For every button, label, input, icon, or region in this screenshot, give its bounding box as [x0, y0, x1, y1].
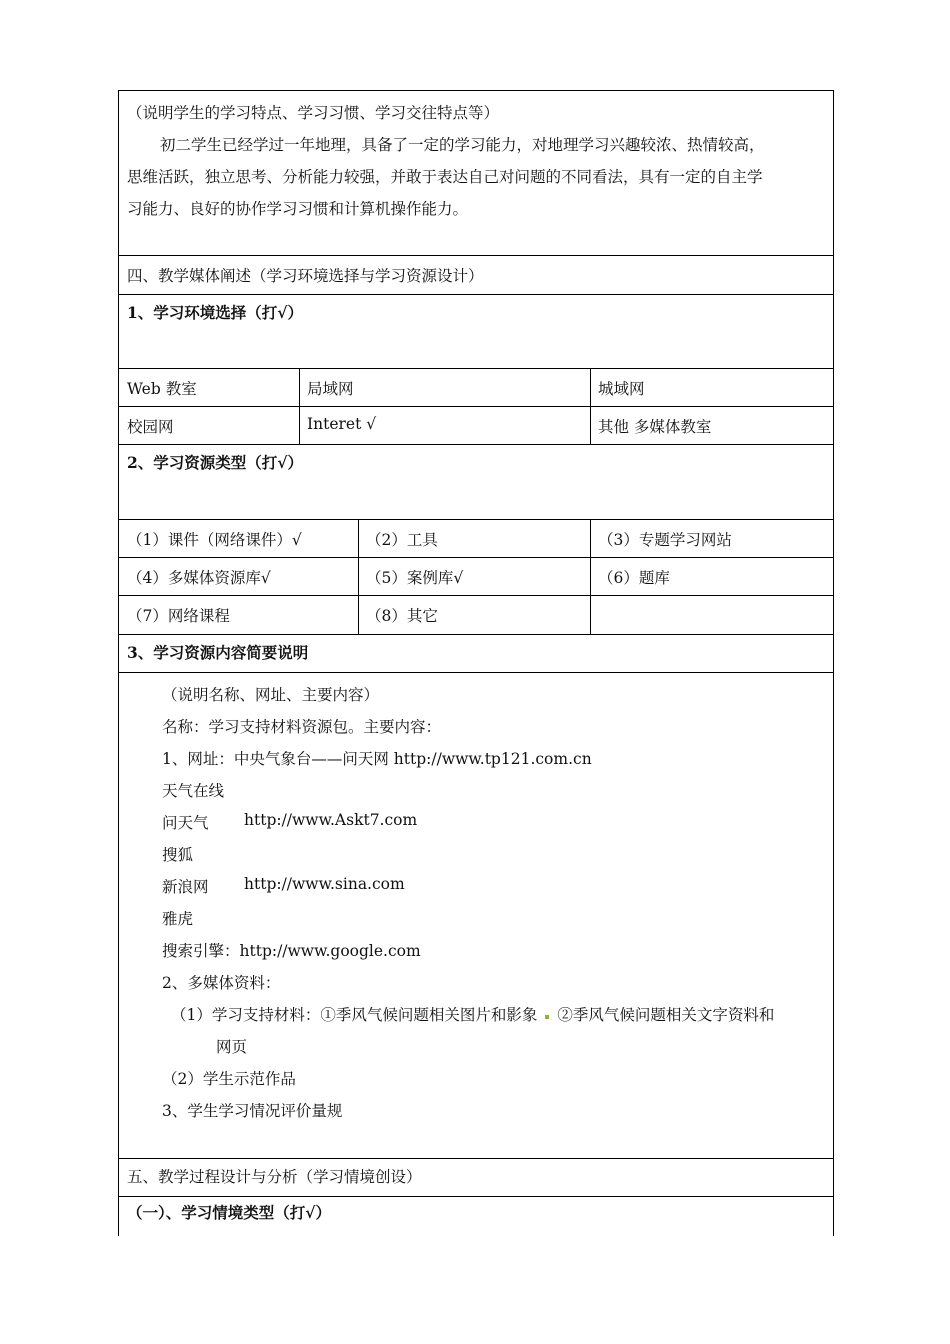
env-option-web-classroom: Web 教室: [127, 380, 197, 398]
resource-tools: （2）工具: [366, 531, 438, 549]
resource-desc-title: 3、学习资源内容简要说明: [127, 643, 309, 662]
resource-desc-student-works: （2）学生示范作品: [162, 1070, 296, 1088]
resource-desc-sohu: 搜狐: [162, 846, 194, 864]
resource-desc-body: [118, 672, 834, 1158]
resource-courseware: （1）课件（网络课件）√: [127, 531, 302, 549]
section-5-title: 五、教学过程设计与分析（学习情境创设）: [127, 1168, 422, 1186]
situation-type-title: （一）、学习情境类型（打√）: [127, 1203, 331, 1222]
student-analysis-hint: （说明学生的学习特点、学习习惯、学习交往特点等）: [127, 104, 500, 122]
env-selection-header: [118, 294, 834, 368]
resource-desc-weather-online: 天气在线: [162, 782, 225, 800]
env-option-man: 城域网: [598, 380, 645, 398]
resource-question-bank: （6）题库: [598, 569, 670, 587]
resource-other: （8）其它: [366, 607, 438, 625]
resource-desc-sina-label: 新浪网: [162, 878, 209, 896]
env-row-1: [118, 368, 834, 406]
student-analysis-section: [118, 90, 834, 255]
resource-desc-askweather-label: 问天气: [162, 814, 209, 832]
student-analysis-text-3: 习能力、良好的协作学习习惯和计算机操作能力。: [127, 200, 469, 218]
resource-online-course: （7）网络课程: [127, 607, 230, 625]
situation-type-section: [118, 1196, 834, 1236]
env-selection-title: 1、学习环境选择（打√）: [127, 303, 303, 322]
resource-desc-sina-url: http://www.sina.com: [244, 875, 405, 893]
resource-row-2: [118, 557, 834, 595]
student-analysis-text-2: 思维活跃，独立思考、分析能力较强，并敢于表达自己对问题的不同看法，具有一定的自主学: [127, 168, 763, 186]
resource-multimedia-library: （4）多媒体资源库√: [127, 569, 271, 587]
resource-desc-header: [118, 634, 834, 672]
resource-desc-url-1: 1、网址：中央气象台——问天网 http://www.tp121.com.cn: [162, 750, 592, 768]
student-analysis-text-1: 初二学生已经学过一年地理，具备了一定的学习能力，对地理学习兴趣较浓、热情较高，: [160, 136, 765, 154]
green-dot-icon: [545, 1015, 549, 1019]
env-option-other: 其他 多媒体教室: [598, 418, 712, 436]
resource-desc-evaluation: 3、学生学习情况评价量规: [162, 1102, 343, 1120]
env-option-internet: Interet √: [307, 415, 377, 433]
resource-type-title: 2、学习资源类型（打√）: [127, 453, 303, 472]
env-row-2: [118, 406, 834, 444]
resource-desc-support-material: [171, 1003, 774, 1025]
resource-desc-askweather-url: http://www.Askt7.com: [244, 811, 418, 829]
resource-desc-webpages: 网页: [216, 1038, 248, 1056]
section-4-header: [118, 255, 834, 294]
resource-desc-multimedia: 2、多媒体资料：: [162, 974, 281, 992]
resource-row-1: [118, 519, 834, 557]
section-4-title: 四、教学媒体阐述（学习环境选择与学习资源设计）: [127, 267, 484, 285]
resource-desc-support-material-b: ②季风气候问题相关文字资料和: [557, 1006, 775, 1024]
resource-desc-name: 名称：学习支持材料资源包。主要内容：: [162, 718, 442, 736]
resource-desc-support-material-a: （1）学习支持材料：①季风气候问题相关图片和影象: [171, 1006, 538, 1024]
resource-row-3: [118, 595, 834, 634]
env-option-lan: 局域网: [307, 380, 354, 398]
section-5-header: [118, 1158, 834, 1196]
resource-type-header: [118, 444, 834, 519]
resource-topic-website: （3）专题学习网站: [598, 531, 732, 549]
resource-desc-hint: （说明名称、网址、主要内容）: [162, 686, 380, 704]
env-option-campus-network: 校园网: [127, 418, 174, 436]
lesson-plan-table: [118, 90, 834, 1236]
resource-desc-search-engine: 搜索引擎：http://www.google.com: [162, 942, 421, 960]
resource-case-library: （5）案例库√: [366, 569, 464, 587]
resource-desc-yahoo: 雅虎: [162, 910, 194, 928]
